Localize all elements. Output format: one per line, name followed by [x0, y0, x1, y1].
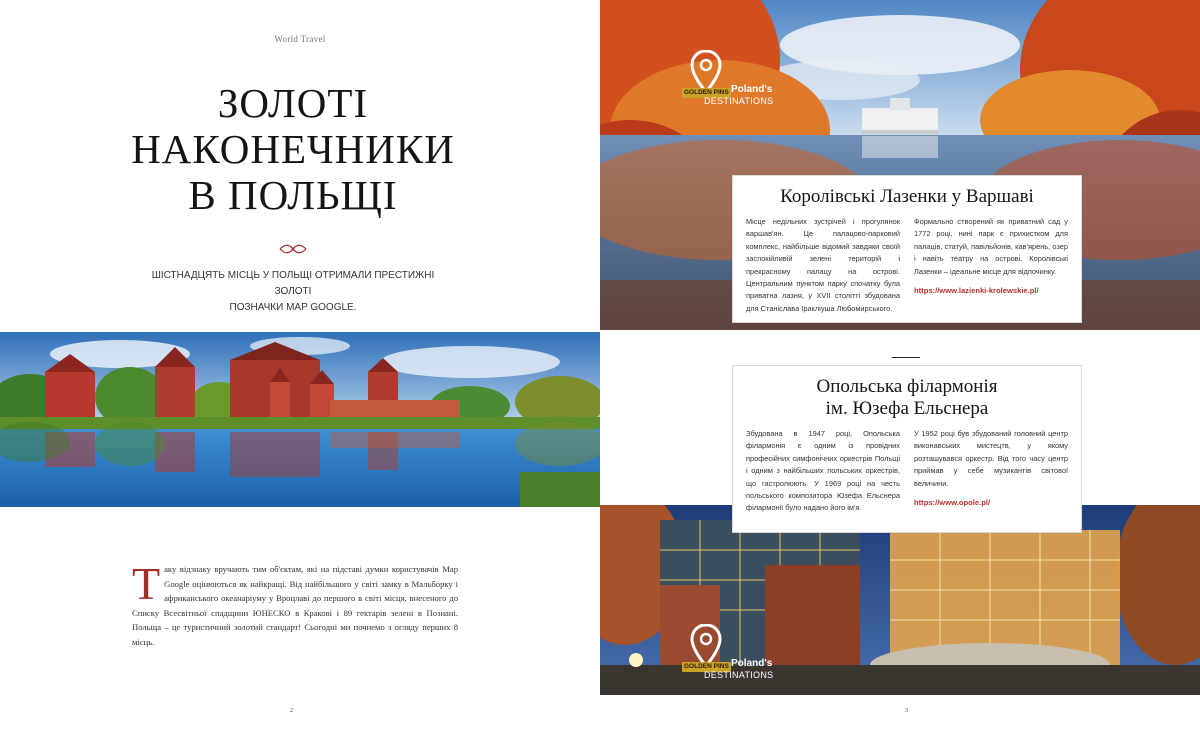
intro-paragraph — [132, 558, 458, 650]
logo-brand: Poland's — [731, 658, 773, 669]
card-lazienki — [732, 175, 1082, 323]
card-opole-col-2 — [914, 428, 1068, 515]
card-opole — [732, 365, 1082, 533]
page-number-left: 2 — [290, 708, 293, 714]
subtitle-line-1: ШІСТНАДЦЯТЬ МІСЦЬ У ПОЛЬЩІ ОТРИМАЛИ ПРЕСТИЖНІ ЗОЛОТІ — [151, 270, 435, 297]
card-lazienki-col-2-text: Формально створений як приватний сад у 1772 році, нині парк є прихистком для палаців, статуй, павільйонів, кав'ярень, озер і навіть театру на острові. Королівські Лазенки – ідеальне місце для відпочинку. — [914, 217, 1068, 276]
divider-line — [892, 357, 920, 358]
golden-pins-badge: GOLDEN PINS — [684, 89, 729, 96]
card-opole-title-line-1: Опольська філармонія — [816, 376, 998, 397]
page-number-right: 3 — [905, 708, 908, 714]
card-opole-col-1: Збудована в 1947 році, Опольська філармонія є одним із провідних професійних симфонічних оркестрів Польщі і одним з найбільших польських оркестрів, що гастролюють. У 1969 році на честь польського композитора Юзефа Ельснера філармонії було надано його ім'я. — [746, 429, 900, 513]
golden-pins-logo-top — [682, 50, 778, 112]
card-opole-title-line-2: ім. Юзефа Ельснера — [825, 398, 989, 419]
page-title — [0, 80, 586, 218]
opole-website-link[interactable]: https://www.opole.pl/ — [914, 498, 991, 508]
castle-photo — [0, 332, 600, 507]
title-line-3: В ПОЛЬЩІ — [188, 172, 398, 218]
card-opole-col-2-text: У 1952 році був збудований головний центр виконавських мистецтв, у якому розташувався оркестр. Від того часу центр приймав у себе музикантів світової величини. — [914, 429, 1068, 488]
ornament-icon — [278, 242, 308, 256]
dropcap: Т — [132, 558, 161, 609]
card-lazienki-columns — [746, 216, 1068, 315]
card-lazienki-col-2 — [914, 216, 1068, 315]
subtitle — [150, 268, 436, 316]
card-opole-title — [746, 376, 1068, 420]
title-line-2: НАКОНЕЧНИКИ — [131, 126, 455, 172]
golden-pins-logo-bottom — [682, 624, 778, 686]
card-lazienki-title: Королівські Лазенки у Варшаві — [780, 186, 1034, 207]
logo-destinations: DESTINATIONS — [704, 670, 774, 680]
section-label: World Travel — [274, 34, 326, 44]
card-lazienki-col-1: Місце недільних зустрічей і прогулянок варшав'ян. Це палацово-парковий комплекс, найбільше відомий завдяки своїй заспокійливій зелені територій і прекрасному палацу на острові. Центральним пунктом парку спочатку була приватна лазня, у XVII столітті збудована для Станіслава Іракліуша Любомирського. — [746, 217, 900, 313]
title-line-1: ЗОЛОТІ — [217, 80, 369, 126]
lazienki-website-link[interactable]: https://www.lazienki-krolewskie.pl/ — [914, 286, 1039, 296]
card-opole-columns — [746, 428, 1068, 515]
logo-brand: Poland's — [731, 84, 773, 95]
right-page — [600, 0, 1200, 750]
logo-destinations: DESTINATIONS — [704, 96, 774, 106]
golden-pins-badge: GOLDEN PINS — [684, 663, 729, 670]
subtitle-line-2: ПОЗНАЧКИ MAP GOOGLE. — [229, 302, 357, 313]
intro-text: аку відзнаку вручають тим об'єктам, які на підставі думки користувачів Map Google оцінюються як найкращі. Від найбільшого у світі замку в Мальборку і африканського океанаріуму у Вроцлаві до першого в світі місця, внесеного до Списку Всесвітньої спадщини ЮНЕСКО в Кракові і 89 гектарів зелені в Познані. Польща – це туристичний золотий стандарт! Сьогодні ми почнемо з огляду перших 8 місць. — [132, 564, 458, 647]
